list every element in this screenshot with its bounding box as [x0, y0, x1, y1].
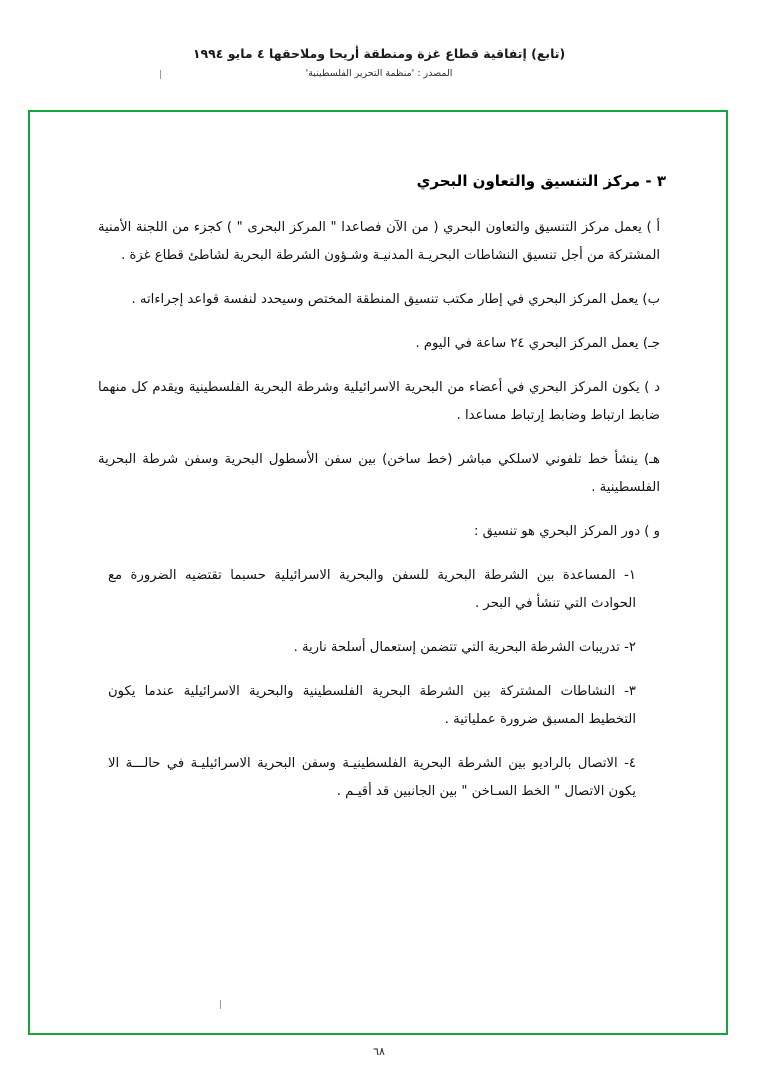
paragraph-item-1: ١- المساعدة بين الشرطة البحرية للسفن والبحرية الاسرائيلية حسبما تقتضيه الضرورة مع الحوادث التي تنشأ في البحر . [108, 568, 636, 611]
paragraph-item-3: ٣- النشاطات المشتركة بين الشرطة البحرية الفلسطينية والبحرية الاسرائيلية عندما يكون التخطيط المسبق ضرورة عملياتية . [108, 684, 636, 727]
paragraph-item-a: أ ) يعمل مركز التنسيق والتعاون البحري ( من الآن فصاعدا " المركز البحرى " ) كجزء من اللجنة الأمنية المشتركة من أجل تنسيق النشاطات البحريـة المدنيـة وشـؤون الشرطة البحرية لشاطئ قطاع غزة . [98, 220, 660, 263]
page-number: ٦٨ [373, 1045, 385, 1058]
content-frame [28, 110, 728, 1035]
header-source: المصدر : 'منظمة التحرير الفلسطينية' [305, 68, 453, 79]
paragraph-item-d: د ) يكون المركز البحري في أعضاء من البحرية الاسرائيلية وشرطة البحرية الفلسطينية ويقدم كل منهما ضابط ارتباط وضابط إرتباط مساعدا . [98, 380, 660, 423]
paragraph-item-b: ب) يعمل المركز البحري في إطار مكتب تنسيق المنطقة المختص وسيحدد لنفسة قواعد إجراءاته . [131, 292, 660, 307]
paragraph-item-4: ٤- الاتصال بالراديو بين الشرطة البحرية الفلسطينيـة وسفن البحرية الاسرائيليـة في حالـــة الا يكون الاتصال " الخط السـاخن " بين الجانبين قد أقيـم . [108, 756, 636, 799]
paragraph-item-c: جـ) يعمل المركز البحري ٢٤ ساعة في اليوم . [415, 336, 660, 351]
paragraph-item-f: و ) دور المركز البحري هو تنسيق : [474, 524, 660, 539]
header-title: (تابع) إتفاقية قطاع غزة ومنطقة أريحا وملاحقها ٤ مايو ١٩٩٤ [192, 46, 566, 61]
print-tick-mark-mid [220, 1000, 221, 1009]
section-title: ٣ - مركز التنسيق والتعاون البحري [416, 172, 666, 190]
page-header [0, 46, 758, 80]
document-body [90, 170, 666, 822]
print-tick-mark-top [160, 70, 161, 79]
paragraph-item-2: ٢- تدريبات الشرطة البحرية التي تتضمن إستعمال أسلحة نارية . [293, 640, 636, 655]
paragraph-item-e: هـ) ينشأ خط تلفوني لاسلكي مباشر (خط ساخن) بين سفن الأسطول البحرية وسفن شرطة البحرية الفلسطينية . [98, 452, 660, 495]
